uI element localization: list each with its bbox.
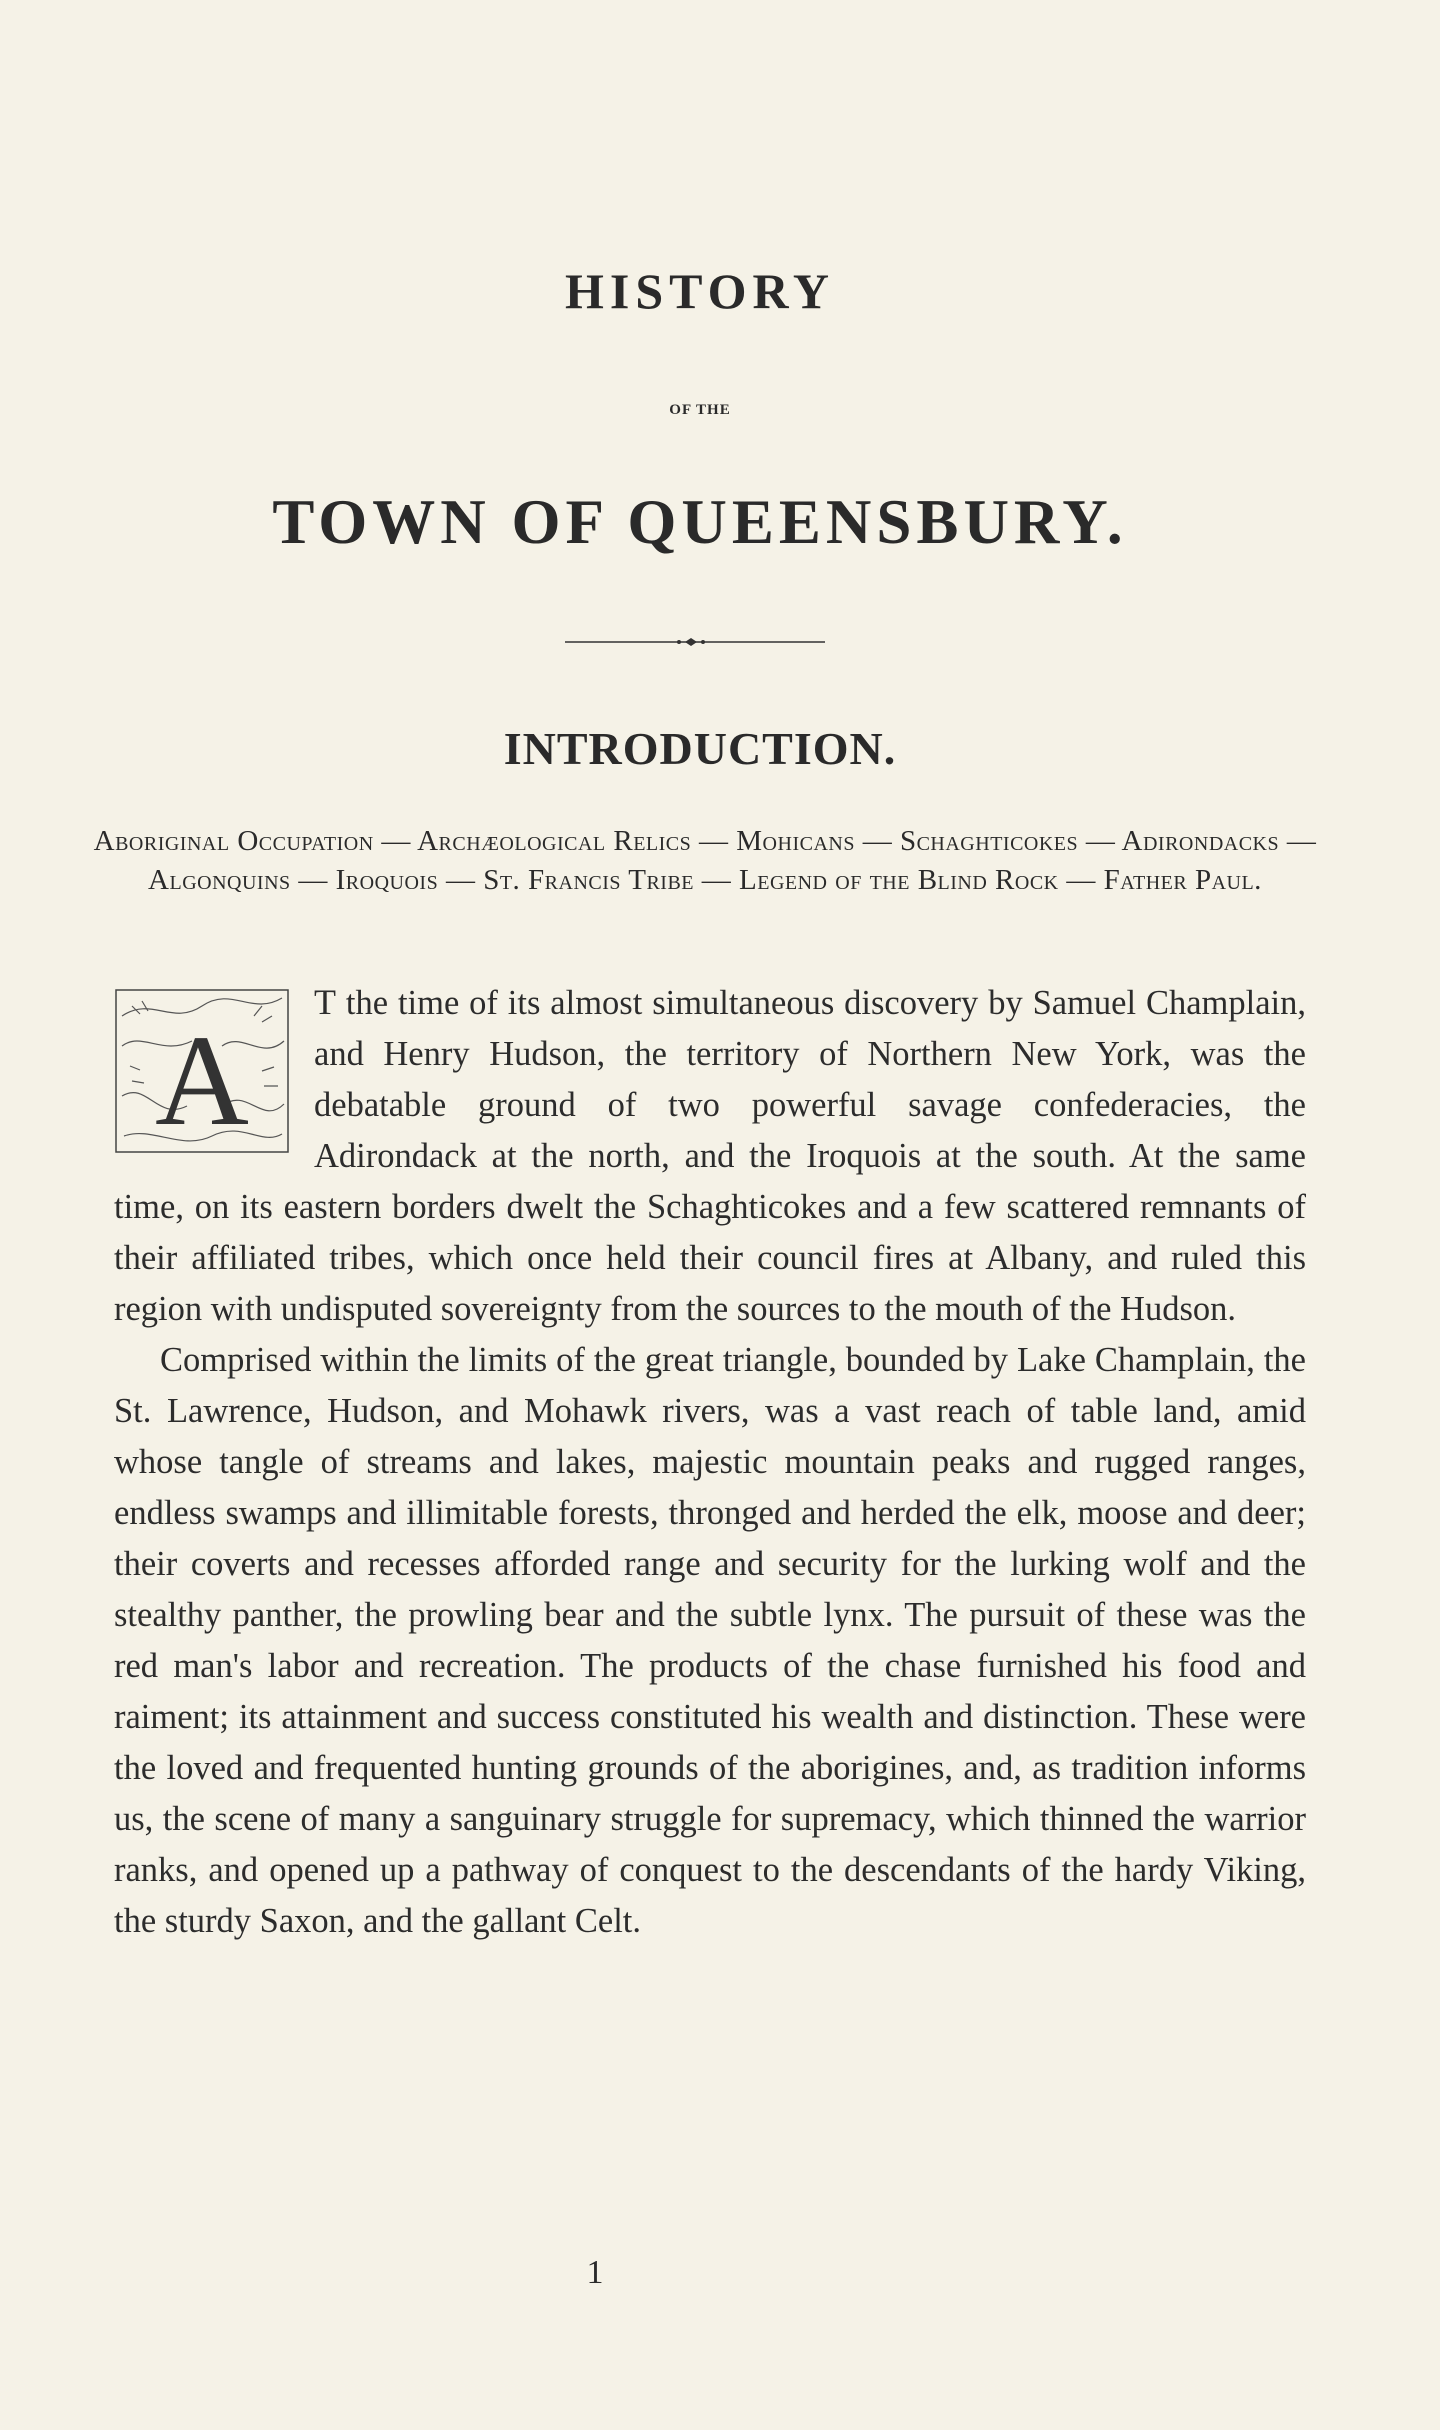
body-text xyxy=(114,977,1306,1947)
chapter-synopsis: Aboriginal Occupation — Archæological Relics — Mohicans — Schaghticokes — Adirondacks — Algonquins — Iroquois — St. Francis Tribe — Legend of the Blind Rock — Father Paul. xyxy=(93,825,1317,896)
drop-cap-spacer xyxy=(114,977,314,1177)
title-connector: OF THE xyxy=(669,402,731,418)
section-heading: INTRODUCTION. xyxy=(503,723,897,774)
paragraph-1-text: the time of its almost simultaneous discovery by Samuel Champlain, and Henry Hudson, the territory of Northern New York, was the debatable ground of two powerful savage confederacies, the Adirondack at the north, and the Iroquois at the south. At the same time, on its eastern borders dwelt the Schaghticokes and a few scattered remnants of their affiliated tribes, which once held their council fires at Albany, and ruled this region with undisputed sovereignty from the sources to the mouth of the Hudson. xyxy=(114,984,1306,1328)
drop-cap-letter: A xyxy=(155,1009,249,1153)
paragraph-1-lead-letter: T xyxy=(314,982,336,1022)
title-town-of-queensbury: TOWN OF QUEENSBURY. xyxy=(272,487,1128,557)
title-history: HISTORY xyxy=(565,263,835,319)
page-number: 1 xyxy=(586,2254,604,2291)
paragraph-2: Comprised within the limits of the great triangle, bounded by Lake Champlain, the St. Lawrence, Hudson, and Mohawk rivers, was a vast reach of table land, amid whose tangle of streams and lakes, majestic mountain peaks and rugged ranges, endless swamps and illimitable forests, thronged and herded the elk, moose and deer; their coverts and recesses afforded range and security for the lurking wolf and the stealthy panther, the prowling bear and the subtle lynx. The pursuit of these was the red man's labor and recreation. The products of the chase furnished his food and raiment; its attainment and success constituted his wealth and distinction. These were the loved and frequented hunting grounds of the aborigines, and, as tradition informs us, the scene of many a sanguinary struggle for supremacy, which thinned the warrior ranks, and opened up a pathway of conquest to the descendants of the hardy Viking, the sturdy Saxon, and the gallant Celt. xyxy=(114,1341,1306,1940)
ornamental-divider xyxy=(565,636,825,648)
